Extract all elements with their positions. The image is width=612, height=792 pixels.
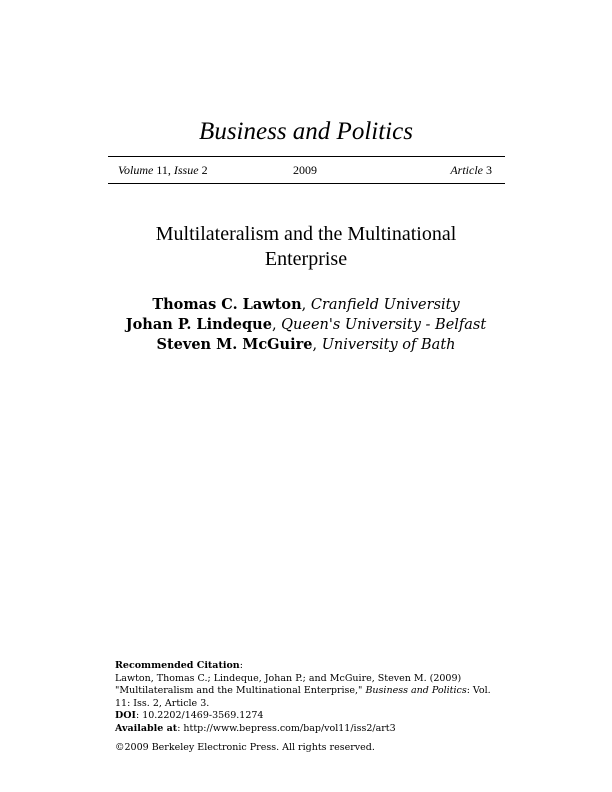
- author-entry: Johan P. Lindeque, Queen's University - Belfast: [125, 316, 487, 333]
- issue-number: 2: [201, 163, 208, 177]
- article-number: [450, 163, 492, 178]
- author-affiliation: Cranfield University: [310, 297, 460, 313]
- doi-line: DOI: 10.2202/1469-3569.1274: [115, 710, 264, 722]
- article-title: [120, 222, 492, 272]
- copyright-notice: ©2009 Berkeley Electronic Press. All rights reserved.: [115, 741, 375, 753]
- volume-issue: Volume 11, Issue 2: [118, 163, 208, 177]
- author-entry: Thomas C. Lawton, Cranfield University: [152, 296, 460, 313]
- author-affiliation: Queen's University - Belfast: [281, 317, 487, 333]
- citation-text-part2: : Vol. 11: Iss. 2, Article 3.: [115, 685, 491, 709]
- citation-heading: Recommended Citation: [115, 660, 240, 671]
- volume-label: Volume: [118, 163, 154, 177]
- citation-heading-line: Recommended Citation:: [115, 660, 243, 671]
- article-title-line-1: Multilateralism and the Multinational: [155, 223, 457, 245]
- citation-text-part1: Lawton, Thomas C.; Lindeque, Johan P.; and McGuire, Steven M. (2009) "Multilateralism and the Multinational Enterprise,": [115, 672, 462, 697]
- author-name: Steven M. McGuire: [156, 336, 313, 353]
- citation-body: [115, 673, 505, 711]
- author-name: Thomas C. Lawton: [152, 296, 302, 313]
- article-value: 3: [486, 163, 492, 177]
- citation-journal: Business and Politics: [365, 685, 467, 697]
- available-line: Available at: http://www.bepress.com/bap/vol11/iss2/art3: [115, 722, 396, 734]
- article-label: Article: [450, 163, 483, 177]
- issue-label: Issue: [173, 163, 199, 177]
- available-label: Available at: [115, 722, 178, 734]
- bottom-rule: [108, 183, 505, 184]
- article-url-link[interactable]: http://www.bepress.com/bap/vol11/iss2/art3: [183, 722, 396, 734]
- volume-number: 11: [156, 163, 168, 177]
- doi-label: DOI: [115, 710, 136, 722]
- author-entry: Steven M. McGuire, University of Bath: [156, 336, 456, 353]
- doi-value: 10.2202/1469-3569.1274: [142, 710, 264, 722]
- issue-year: 2009: [293, 163, 317, 177]
- author-affiliation: University of Bath: [321, 337, 456, 353]
- author-name: Johan P. Lindeque: [125, 316, 272, 333]
- journal-title: Business and Politics: [199, 118, 413, 145]
- top-rule: [108, 156, 505, 157]
- recommended-citation: [115, 660, 505, 754]
- author-list: [0, 295, 612, 355]
- article-title-line-2: Enterprise: [264, 248, 348, 270]
